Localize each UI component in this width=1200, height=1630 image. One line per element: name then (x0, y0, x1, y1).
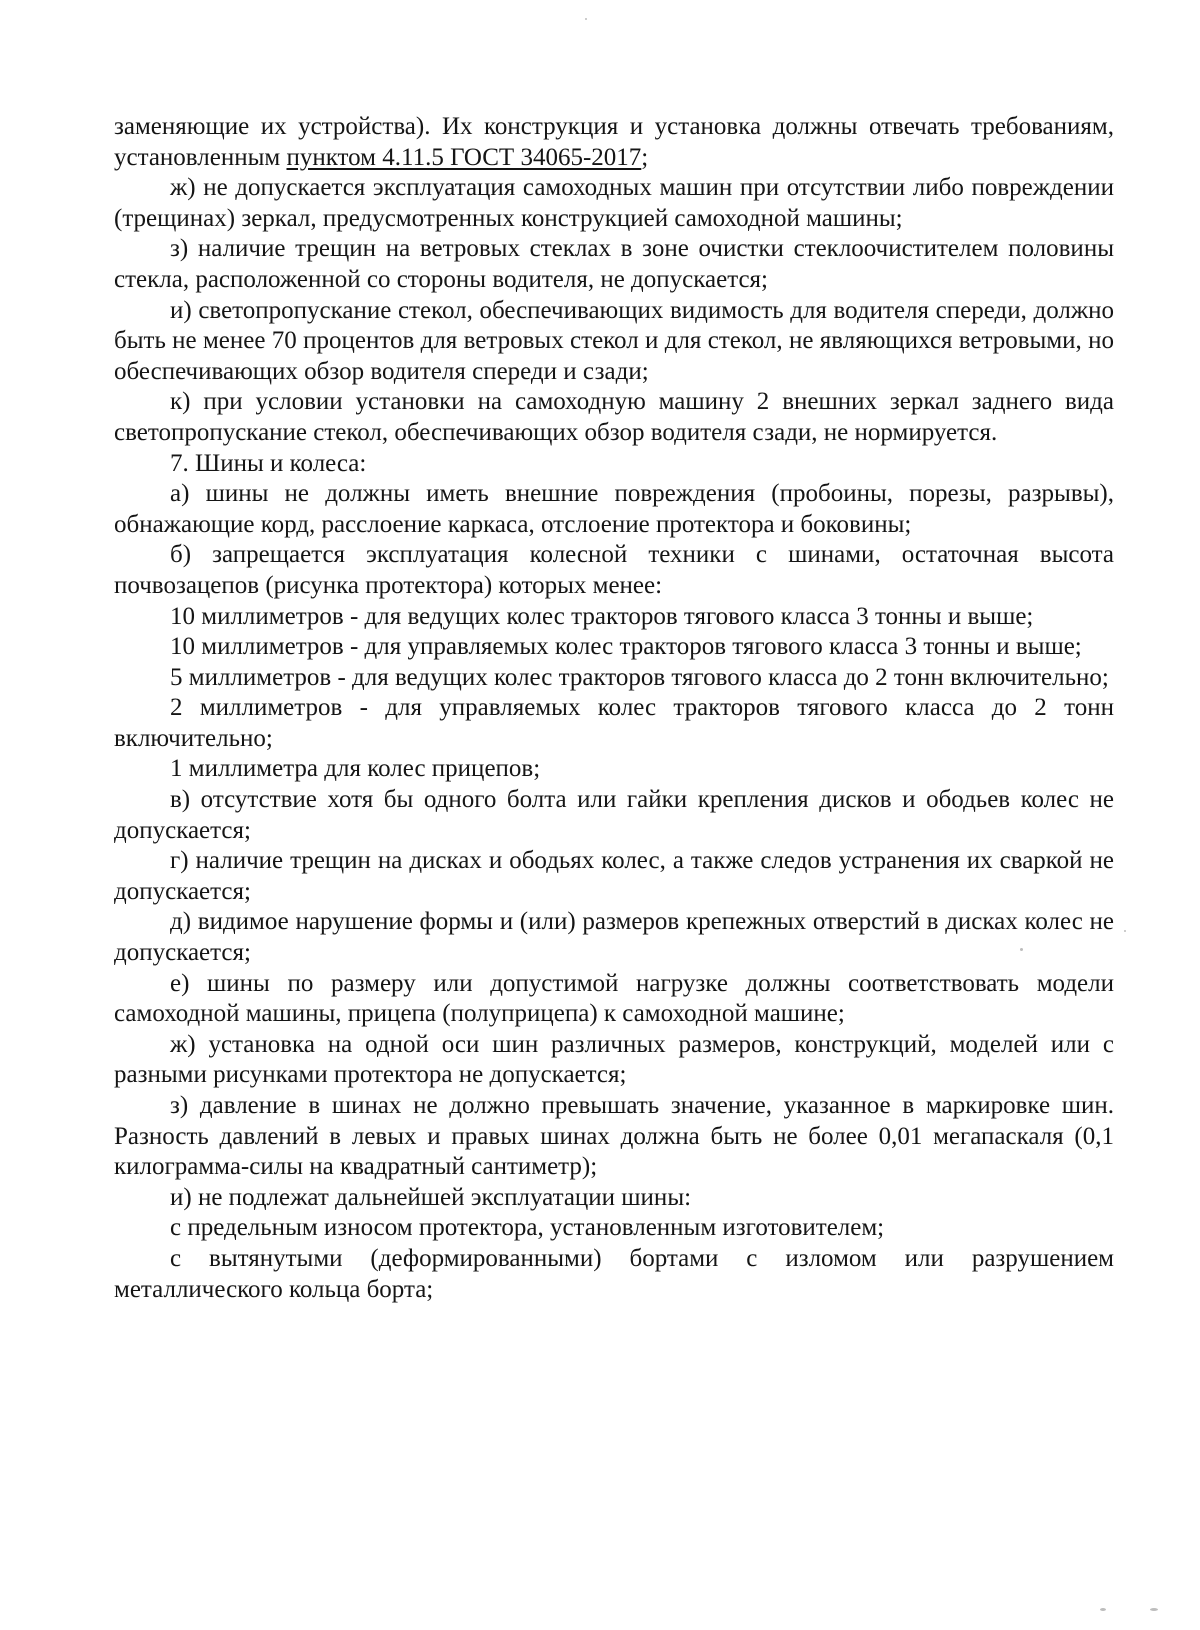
paragraph-13: в) отсутствие хотя бы одного болта или гайки крепления дисков и ободьев колес не допускается; (114, 786, 1114, 844)
scan-speck (1124, 930, 1126, 932)
paragraph-8: 10 миллиметров - для ведущих колес тракторов тягового класса 3 тонны и выше; (170, 602, 1034, 630)
paragraph-7: б) запрещается эксплуатация колесной техники с шинами, остаточная высота почвозацепов (рисунка протектора) которых менее: (114, 541, 1114, 599)
paragraph-17: ж) установка на одной оси шин различных размеров, конструкций, моделей или с разными рисунками протектора не допускается; (114, 1030, 1114, 1089)
document-page (114, 112, 1114, 1305)
scan-speck (1150, 1608, 1158, 1611)
paragraph-21: с вытянутыми (деформированными) бортами с изломом или разрушением металлического кольца борта; (114, 1244, 1114, 1303)
paragraph-12: 1 миллиметра для колес прицепов; (170, 755, 541, 783)
section-heading: 7. Шины и колеса: (170, 449, 367, 477)
paragraph-19: и) не подлежат дальнейшей эксплуатации шины: (170, 1183, 692, 1211)
paragraph-10: 5 миллиметров - для ведущих колес тракторов тягового класса до 2 тонн включительно; (170, 663, 1109, 691)
paragraph-14: г) наличие трещин на дисках и ободьях колес, а также следов устранения их сваркой не допускается; (114, 847, 1114, 905)
paragraph-9: 10 миллиметров - для управляемых колес тракторов тягового класса 3 тонны и выше; (170, 633, 1082, 661)
paragraph-3: и) светопропускание стекол, обеспечивающих видимость для водителя спереди, должно быть не менее 70 процентов для ветровых стекол и для стекол, не являющихся ветровыми, но обеспечивающих обзор водителя спереди и сзади; (114, 296, 1114, 385)
paragraph-15: д) видимое нарушение формы и (или) размеров крепежных отверстий в дисках колес не допускается; (114, 908, 1114, 967)
scan-speck (1020, 948, 1023, 951)
paragraph-text: заменяющие их устройства). Их конструкция и установка должны отвечать требованиям, установленным (114, 113, 1114, 171)
paragraph-4: к) при условии установки на самоходную машину 2 внешних зеркал заднего вида светопропускание стекол, обеспечивающих обзор водителя сзади, не нормируется. (114, 388, 1114, 446)
paragraph-11: 2 миллиметров - для управляемых колес тракторов тягового класса до 2 тонн включительно; (114, 694, 1114, 752)
scan-speck (1100, 1608, 1106, 1611)
paragraph-20: с предельным износом протектора, установленным изготовителем; (170, 1214, 885, 1242)
paragraph-18: з) давление в шинах не должно превышать значение, указанное в маркировке шин. Разность давлений в левых и правых шинах должна быть не более 0,01 мегапаскаля (0,1 килограмма-силы на квадратный сантиметр); (114, 1092, 1114, 1181)
paragraph-1: ж) не допускается эксплуатация самоходных машин при отсутствии либо повреждении (трещинах) зеркал, предусмотренных конструкцией самоходной машины; (114, 174, 1114, 232)
scan-speck (585, 18, 587, 20)
gost-reference-link[interactable]: пунктом 4.11.5 ГОСТ 34065-2017 (286, 143, 642, 171)
paragraph-0 (114, 112, 1114, 173)
paragraph-text: ; (641, 143, 649, 171)
paragraph-2: з) наличие трещин на ветровых стеклах в зоне очистки стеклоочистителем половины стекла, расположенной со стороны водителя, не допускается; (114, 235, 1114, 293)
paragraph-6: а) шины не должны иметь внешние повреждения (пробоины, порезы, разрывы), обнажающие корд, расслоение каркаса, отслоение протектора и боковины; (114, 480, 1114, 538)
paragraph-16: е) шины по размеру или допустимой нагрузке должны соответствовать модели самоходной машины, прицепа (полуприцепа) к самоходной машине; (114, 969, 1114, 1028)
